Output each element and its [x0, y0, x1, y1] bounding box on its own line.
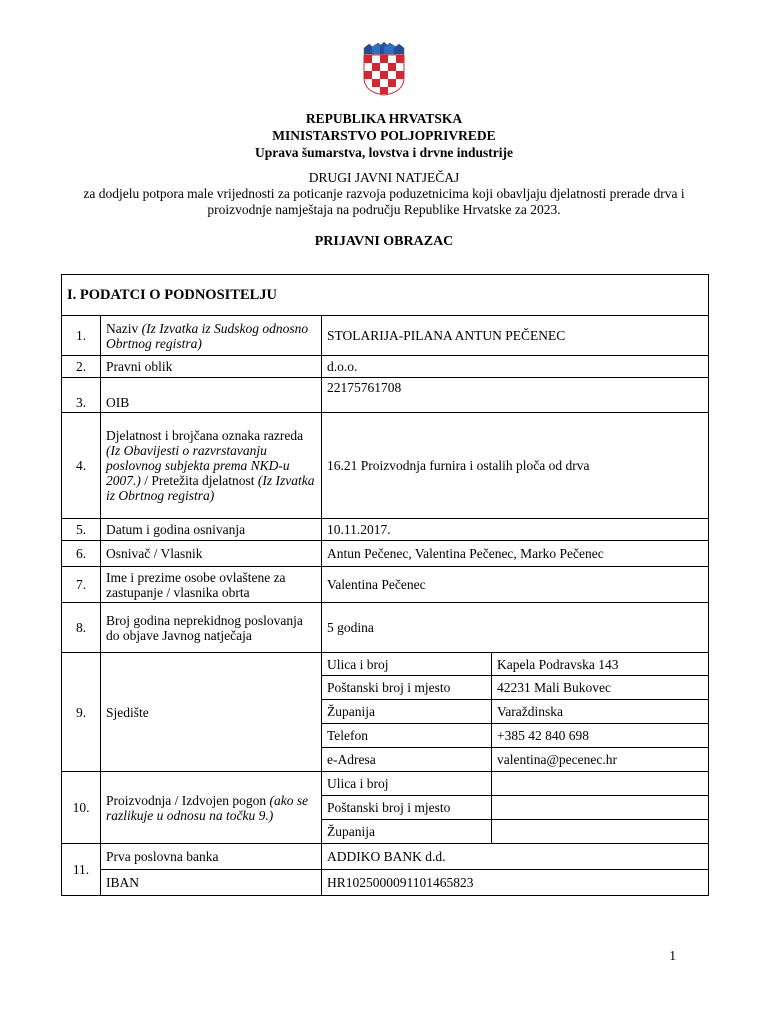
- row-label: Pravni oblik: [101, 356, 322, 378]
- row-label: [101, 772, 322, 844]
- document-header: [0, 110, 768, 161]
- iban-value: HR1025000091101465823: [322, 870, 709, 896]
- coat-shield: [364, 55, 404, 95]
- sub-label: Ulica i broj: [322, 772, 492, 796]
- tender-block: [60, 170, 708, 218]
- table-row: [62, 316, 709, 356]
- sub-label: e-Adresa: [322, 748, 492, 772]
- table-row: [62, 772, 709, 796]
- facility-street-value: [492, 772, 709, 796]
- street-value: Kapela Podravska 143: [492, 653, 709, 676]
- coat-crown: [364, 42, 404, 54]
- facility-postal-value: [492, 796, 709, 820]
- label-note: (Iz Obavijesti o razvrstavanju poslovnog subjekta prema NKD-u 2007.): [106, 443, 290, 488]
- row-number: 2.: [62, 356, 101, 378]
- table-row: [62, 356, 709, 378]
- table-row: [62, 541, 709, 567]
- table-row: [62, 653, 709, 676]
- country-name: REPUBLIKA HRVATSKA: [305, 111, 463, 126]
- company-name-value: STOLARIJA-PILANA ANTUN PEČENEC: [322, 316, 709, 356]
- directorate-name: Uprava šumarstva, lovstva i drvne industrije: [254, 145, 513, 160]
- row-label: Osnivač / Vlasnik: [101, 541, 322, 567]
- applicant-data-table: [61, 274, 709, 896]
- form-title: PRIJAVNI OBRAZAC: [314, 234, 454, 249]
- row-number: 3.: [62, 378, 101, 413]
- table-row: [62, 378, 709, 413]
- row-label: [101, 413, 322, 519]
- county-value: Varaždinska: [492, 700, 709, 724]
- label-note: (ako se razlikuje u odnosu na točku 9.): [106, 792, 309, 823]
- tender-title: DRUGI JAVNI NATJEČAJ: [308, 170, 460, 185]
- sub-label: Županija: [322, 700, 492, 724]
- years-of-operation-value: 5 godina: [322, 603, 709, 653]
- table-row: [62, 603, 709, 653]
- row-number: 7.: [62, 567, 101, 603]
- row-label: Ime i prezime osobe ovlaštene za zastupanje / vlasnika obrta: [101, 567, 322, 603]
- label-text: Naziv: [106, 320, 142, 336]
- label-note: (Iz Izvatka iz Sudskog odnosno Obrtnog registra): [106, 320, 309, 351]
- table-row: [62, 567, 709, 603]
- table-row: [62, 413, 709, 519]
- row-label: Datum i godina osnivanja: [101, 519, 322, 541]
- representative-value: Valentina Pečenec: [322, 567, 709, 603]
- table-row: [62, 844, 709, 870]
- row-label: OIB: [101, 378, 322, 413]
- sub-label: Ulica i broj: [322, 653, 492, 676]
- activity-value: 16.21 Proizvodnja furnira i ostalih ploča od drva: [322, 413, 709, 519]
- sub-label: Poštanski broj i mjesto: [322, 676, 492, 700]
- row-number: 8.: [62, 603, 101, 653]
- oib-value: 22175761708: [322, 378, 709, 413]
- page-number: 1: [669, 948, 676, 963]
- bank-value: ADDIKO BANK d.d.: [322, 844, 709, 870]
- label-text: Proizvodnja / Izdvojen pogon: [106, 792, 270, 808]
- row-number: 5.: [62, 519, 101, 541]
- coat-of-arms-icon: [360, 42, 408, 96]
- label-note: (Iz Izvatka iz Obrtnog registra): [106, 473, 315, 503]
- email-value: valentina@pecenec.hr: [492, 748, 709, 772]
- row-number: 9.: [62, 653, 101, 772]
- sub-label: Županija: [322, 820, 492, 844]
- section-header-row: [62, 275, 709, 316]
- facility-county-value: [492, 820, 709, 844]
- section-title: I. PODATCI O PODNOSITELJU: [62, 275, 709, 316]
- label-text: / Pretežita djelatnost: [140, 473, 258, 488]
- row-label: IBAN: [101, 870, 322, 896]
- row-number: 4.: [62, 413, 101, 519]
- ministry-name: MINISTARSTVO POLJOPRIVREDE: [272, 128, 496, 143]
- sub-label: Poštanski broj i mjesto: [322, 796, 492, 820]
- postal-value: 42231 Mali Bukovec: [492, 676, 709, 700]
- phone-value: +385 42 840 698: [492, 724, 709, 748]
- label-text: Djelatnost i brojčana oznaka razreda: [106, 428, 304, 443]
- founding-date-value: 10.11.2017.: [322, 519, 709, 541]
- row-label: [101, 316, 322, 356]
- row-label: Broj godina neprekidnog poslovanja do objave Javnog natječaja: [101, 603, 322, 653]
- row-number: 11.: [62, 844, 101, 896]
- row-number: 1.: [62, 316, 101, 356]
- row-label: Prva poslovna banka: [101, 844, 322, 870]
- row-number: 6.: [62, 541, 101, 567]
- row-number: 10.: [62, 772, 101, 844]
- table-row: [62, 519, 709, 541]
- tender-description: za dodjelu potpora male vrijednosti za poticanje razvoja poduzetnicima koji obavljaju djelatnosti prerade drva i proizvodnje namještaja na području Republike Hrvatske za 2023.: [83, 186, 685, 217]
- owner-value: Antun Pečenec, Valentina Pečenec, Marko Pečenec: [322, 541, 709, 567]
- legal-form-value: d.o.o.: [322, 356, 709, 378]
- row-label: Sjedište: [101, 653, 322, 772]
- table-row: [62, 870, 709, 896]
- sub-label: Telefon: [322, 724, 492, 748]
